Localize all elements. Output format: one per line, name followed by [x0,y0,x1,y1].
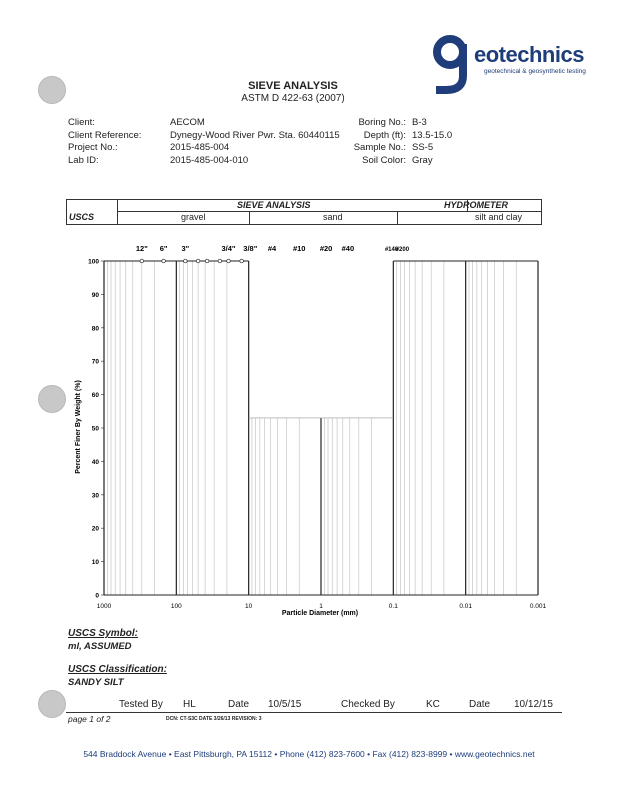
table-divider-uscs [117,200,118,224]
sample-no-value: SS-5 [412,142,434,153]
data-point [240,259,244,263]
signoff-rule [66,712,562,713]
x-tick-labels [97,603,547,610]
binder-hole-bottom [38,690,66,718]
hydrometer-header: HYDROMETER [444,200,509,210]
tested-by-value: HL [183,699,196,710]
x-tick-label: 0.001 [529,603,547,610]
data-point [205,259,209,263]
soil-color-label: Soil Color: [362,154,406,166]
data-point [140,259,144,263]
y-tick-label: 70 [91,358,99,366]
y-tick-label: 10 [91,559,99,567]
sieve-labels [136,244,410,253]
depth-label: Depth (ft): [363,129,406,141]
tested-date-label: Date [228,699,250,710]
client-value: AECOM [170,117,205,128]
y-tick-label: 60 [91,392,99,400]
page-number: page 1 of 2 [68,714,111,724]
company-footer: 544 Braddock Avenue • East Pittsburgh, PA 15112 • Phone (412) 823-7600 • Fax (412) 823-8999 • www.geotechnics.net [83,749,535,759]
x-axis-label: Particle Diameter (mm) [281,610,359,617]
sieve-size-label: 3/8" [243,244,258,253]
checked-by-label: Checked By [341,699,395,710]
project-no-value: 2015-485-004 [170,142,230,153]
report-standard: ASTM D 422-63 (2007) [241,93,345,104]
sieve-size-label: #40 [341,244,355,253]
uscs-classification-value: SANDY SILT [68,677,124,688]
gravel-label: gravel [181,212,206,222]
client-reference-label: Client Reference: [68,129,142,141]
data-point [184,259,188,263]
info-left-values [170,117,340,167]
sieve-size-label: #140 [384,247,399,253]
sieve-analysis-chart [0,234,618,624]
client-label: Client: [68,117,95,128]
data-point [196,259,200,263]
sieve-size-label: 3/4" [221,244,236,253]
sieve-analysis-header: SIEVE ANALYSIS [237,200,311,210]
sample-no-label: Sample No.: [353,142,406,153]
uscs-symbol-value: ml, ASSUMED [68,641,132,652]
client-reference-value: Dynegy-Wood River Pwr. Sta. 60440115 [170,129,340,141]
y-tick-label: 80 [91,325,99,333]
boring-no-label: Boring No.: [358,117,406,128]
y-tick-label: 0 [95,592,99,600]
sieve-size-label: #200 [395,247,410,253]
data-point [218,259,222,263]
data-point [227,259,231,263]
sieve-size-label: #10 [292,244,306,253]
depth-value: 13.5-15.0 [412,129,453,141]
sieve-size-label: 3" [181,244,190,253]
y-tick-label: 50 [91,425,99,433]
table-divider-gravel-sand [249,211,250,224]
sand-label: sand [323,212,343,222]
logo-wordmark: eotechnics [474,42,584,67]
x-tick-label: 10 [245,603,253,610]
info-right-labels [340,117,406,167]
x-tick-label: 0.1 [388,603,398,610]
y-tick-labels [88,259,99,600]
checked-date-value: 10/12/15 [514,699,553,710]
soil-fraction-table [66,199,542,225]
sieve-size-label: 6" [159,244,168,253]
y-axis-label: Percent Finer By Weight (%) [75,380,82,474]
y-tick-label: 30 [91,492,99,500]
sieve-size-label: #20 [319,244,333,253]
uscs-symbol-heading: USCS Symbol: [68,628,139,639]
lab-id-value: 2015-485-004-010 [170,154,249,166]
y-tick-label: 90 [91,291,99,299]
y-tick-label: 100 [88,258,99,266]
uscs-header: USCS [69,212,95,222]
silt-clay-label: silt and clay [475,212,523,222]
uscs-classification-heading: USCS Classification: [68,664,167,675]
tested-by-label: Tested By [119,699,163,710]
info-left-labels [68,117,141,167]
table-divider-sand-silt [397,211,398,224]
sieve-size-label: #4 [267,244,277,253]
lab-id-label: Lab ID: [68,154,99,166]
chart-grid [101,261,516,595]
info-right-values [412,117,452,167]
y-tick-label: 40 [91,458,99,466]
tested-date-value: 10/5/15 [268,699,302,710]
x-tick-label: 1000 [96,603,112,610]
x-tick-label: 1 [319,603,323,610]
checked-date-label: Date [469,699,491,710]
checked-by-value: KC [426,699,440,710]
y-tick-label: 20 [91,525,99,533]
data-point [162,259,166,263]
document-control-code: DCN: CT-S3C DATE 3/26/13 REVISION: 3 [166,716,262,722]
report-title: SIEVE ANALYSIS [248,80,338,92]
boring-no-value: B-3 [412,117,427,128]
soil-color-value: Gray [412,154,433,166]
project-no-label: Project No.: [68,142,118,153]
x-tick-label: 100 [170,603,182,610]
data-series [140,259,243,263]
logo-tagline: geotechnical & geosynthetic testing [484,68,586,75]
x-tick-label: 0.01 [459,603,472,610]
sieve-size-label: 12" [135,244,148,253]
